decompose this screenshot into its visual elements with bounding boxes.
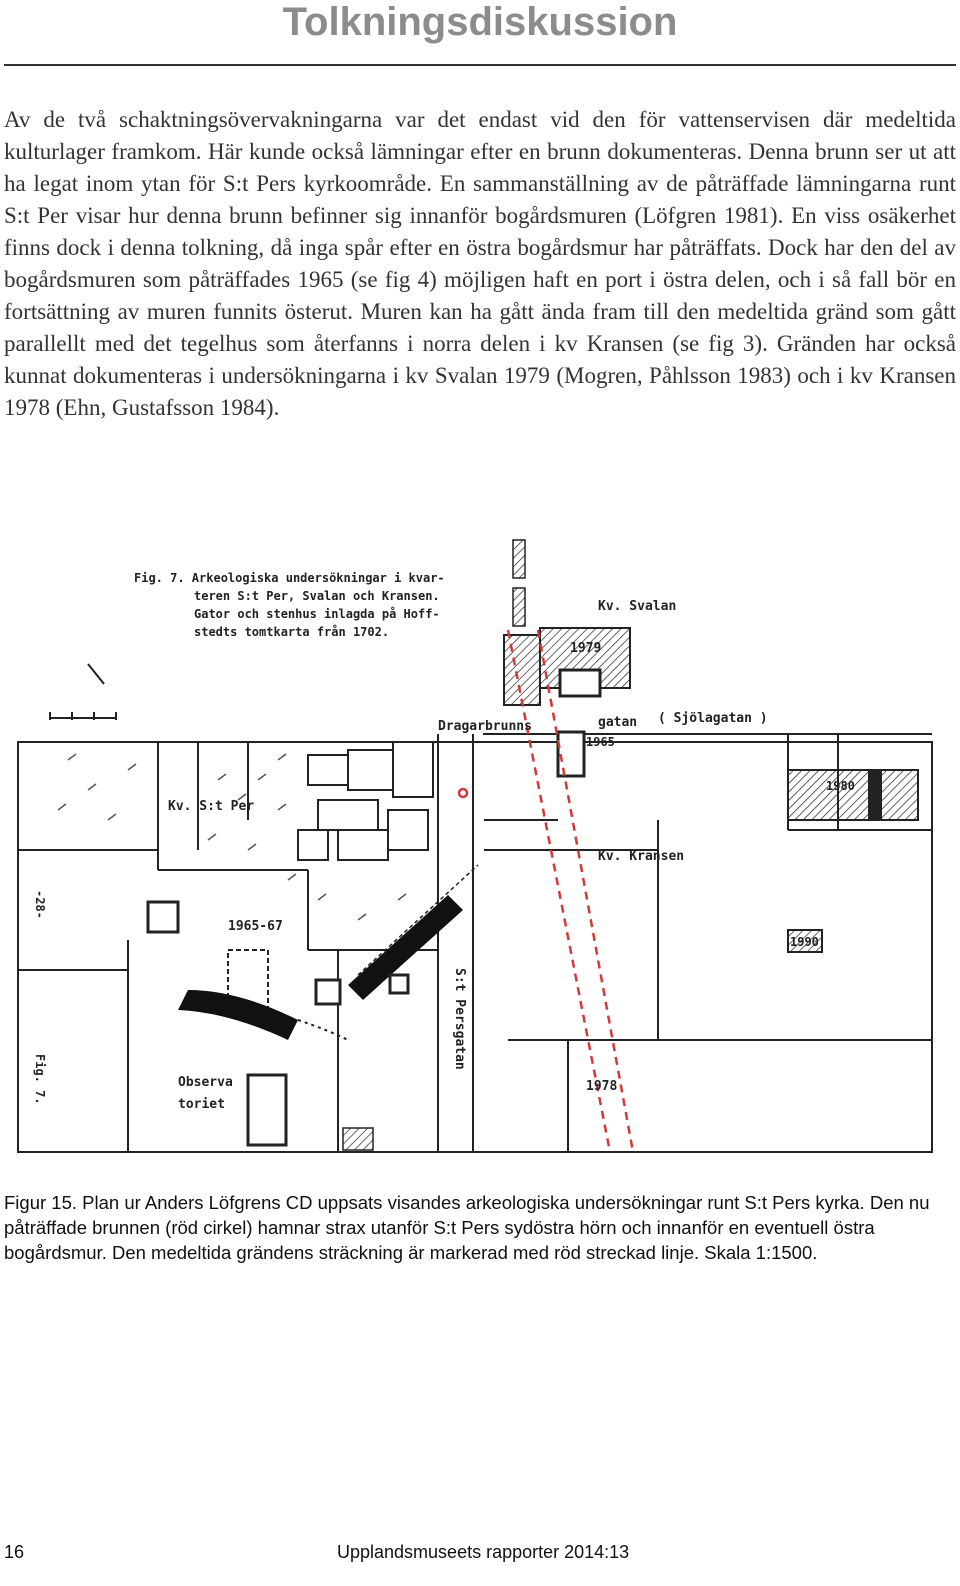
figure-legend-line: teren S:t Per, Svalan och Kransen. — [194, 589, 440, 603]
excavation-trench — [513, 588, 525, 626]
excavation-1980-wall — [868, 770, 882, 820]
body-paragraph: Av de två schaktningsövervakningarna var det endast vid den för vattenservisen där medeltida kulturlager framkom. Här kunde också lämningar efter en brunn dokumenteras. Denna brunn ser ut att ha legat inom ytan för S:t Pers kyrkoområde. En sammanställning av de påträffade lämningarna runt S:t Per visar hur denna brunn befinner sig innanför bogårdsmuren (Löfgren 1981). En viss osäkerhet finns dock i denna tolkning, då inga spår efter en östra bogårdsmur har påträffats. Dock har den del av bogårdsmuren som påträffades 1965 (se fig 4) möjligen haft en port i östra delen, och i så fall bör en fortsättning av muren funnits österut. Muren kan ha gått ända fram till den medeltida gränd som gått parallellt med det tegelhus som återfanns i norra delen i kv Kransen (se fig 3). Gränden har också kunnat dokumenteras i undersökningarna i kv Svalan 1979 (Mogren, Påhlsson 1983) och i kv Kransen 1978 (Ehn, Gustafsson 1984). — [4, 107, 956, 420]
label-street: Dragarbrunns — [438, 719, 532, 734]
figure-legend-line: Gator och stenhus inlagda på Hoff- — [194, 607, 440, 621]
label-year-1965-67: 1965-67 — [228, 919, 283, 934]
site-plan-figure — [8, 520, 952, 1165]
excavation-small — [343, 1128, 373, 1150]
label-year-1990: 1990 — [790, 935, 819, 949]
observatory-building — [248, 1075, 286, 1145]
figure-caption: Figur 15. Plan ur Anders Löfgrens CD uppsats visandes arkeologiska undersökningar runt S:t Pers kyrka. Den nu påträffade brunnen (röd cirkel) hamnar strax utanför S:t Pers sydöstra hörn och innanför en eventuell östra bogårdsmur. Den medeltida grändens sträckning är markerad med röd streckad linje. Skala 1:1500. — [4, 1192, 930, 1263]
excavation-trench — [513, 540, 525, 578]
header-rule — [4, 64, 956, 66]
label-street: gatan — [598, 715, 638, 730]
label-kv-kransen: Kv. Kransen — [598, 849, 685, 864]
label-observatoriet: toriet — [178, 1097, 225, 1112]
page-title: Tolkningsdiskussion — [282, 0, 678, 44]
label-year-1979: 1979 — [570, 641, 602, 656]
label-kv-st-per: Kv. S:t Per — [168, 799, 255, 814]
excavation-1965-67 — [148, 902, 178, 932]
label-st-persgatan: S:t Persgatan — [452, 968, 467, 1070]
label-grid-28: -28- — [33, 890, 47, 919]
excavation-small — [390, 975, 408, 993]
label-fig7-side: Fig. 7. — [33, 1054, 47, 1105]
label-year-1965: 1965 — [586, 735, 615, 749]
figure-legend-line: stedts tomtkarta från 1702. — [194, 625, 390, 639]
excavation-1979 — [504, 635, 540, 705]
site-plan-map — [8, 520, 952, 1165]
figure-legend-line: Fig. 7. Arkeologiska undersökningar i kvar- — [134, 571, 445, 585]
building-outline — [560, 670, 600, 696]
label-year-1980: 1980 — [826, 779, 855, 793]
excavation-1980 — [788, 770, 918, 820]
page-number: 16 — [4, 1542, 25, 1562]
label-street: ( Sjölagatan ) — [658, 711, 768, 726]
label-year-1978: 1978 — [586, 1079, 618, 1094]
label-observatoriet: Observa — [178, 1075, 233, 1090]
excavation-1965-east — [558, 732, 584, 776]
publication-title: Upplandsmuseets rapporter 2014:13 — [337, 1542, 630, 1562]
excavation-a2 — [316, 980, 340, 1004]
label-kv-svalan: Kv. Svalan — [598, 599, 677, 614]
